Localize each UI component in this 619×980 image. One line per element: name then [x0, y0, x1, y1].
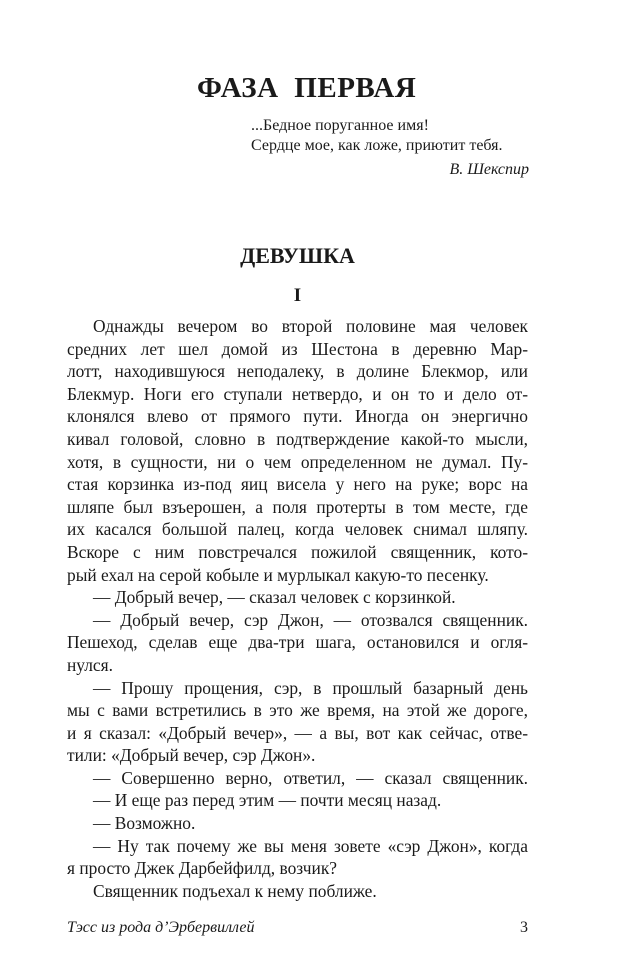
text-line: — Возможно. — [93, 813, 196, 834]
body-text — [67, 315, 528, 902]
text-line: Пешеход, сделав еще два-три шага, остановился и огля- — [67, 632, 528, 653]
text-line: и я сказал: «Добрый вечер», — а вы, вот как сейчас, отве- — [67, 722, 528, 743]
text-line: тили: «Добрый вечер, сэр Джон». — [67, 745, 316, 766]
text-line: хотя, в сущности, ни о чем определенном не думал. Пу- — [67, 451, 528, 472]
page-footer — [67, 918, 528, 958]
text-line: мы с вами встретились в это же время, на этой же дороге, — [67, 700, 528, 721]
text-line: средних лет шел домой из Шестона в деревню Мар- — [67, 338, 528, 359]
text-line: — Добрый вечер, — сказал человек с корзинкой. — [93, 587, 456, 608]
epigraph-line: Сердце мое, как ложе, приютит тебя. — [251, 137, 503, 154]
text-line: Блекмур. Ноги его ступали нетвердо, и он то и дело от- — [67, 383, 528, 404]
text-line: кивал головой, словно в подтверждение какой-то мысли, — [67, 428, 528, 449]
text-line: — Совершенно верно, ответил, — сказал священник. — [93, 767, 528, 788]
text-line: рый ехал на серой кобыле и мурлыкал какую-то песенку. — [67, 564, 489, 585]
text-line: — Прошу прощения, сэр, в прошлый базарный день — [93, 677, 528, 698]
text-line: Однажды вечером во второй половине мая человек — [93, 316, 528, 336]
text-line: клонялся влево от прямого пути. Иногда он энергично — [67, 406, 528, 427]
text-line: я просто Джек Дарбейфилд, возчик? — [67, 858, 338, 879]
part-title: ФАЗА ПЕРВАЯ — [197, 72, 417, 104]
epigraph-line: ...Бедное поруганное имя! — [251, 117, 429, 134]
text-line: Вскоре с ним повстречался пожилой священник, кото- — [67, 541, 528, 562]
text-line: стая корзинка из-под яиц висела у него на руке; ворс на — [67, 474, 528, 495]
page-number: 3 — [520, 919, 528, 937]
running-title: Тэсс из рода д’Эрбервиллей — [67, 919, 255, 937]
chapter-title: ДЕВУШКА — [240, 243, 355, 268]
chapter-number: I — [293, 285, 302, 306]
text-line: шляпе был взъерошен, а поля протерты в том месте, где — [67, 496, 528, 517]
text-line: — И еще раз перед этим — почти месяц назад. — [93, 790, 442, 811]
text-line: — Ну так почему же вы меня зовете «сэр Джон», когда — [93, 835, 528, 856]
text-line: лотт, находившуюся неподалеку, в долине Блекмор, или — [67, 361, 528, 382]
epigraph — [251, 116, 529, 180]
text-line: нулся. — [67, 654, 113, 675]
text-line: — Добрый вечер, сэр Джон, — отозвался священник. — [93, 609, 528, 630]
text-line: Священник подъехал к нему поближе. — [93, 880, 377, 901]
epigraph-author: В. Шекспир — [449, 161, 529, 178]
text-line: их касался большой палец, когда человек снимал шляпу. — [67, 519, 528, 540]
